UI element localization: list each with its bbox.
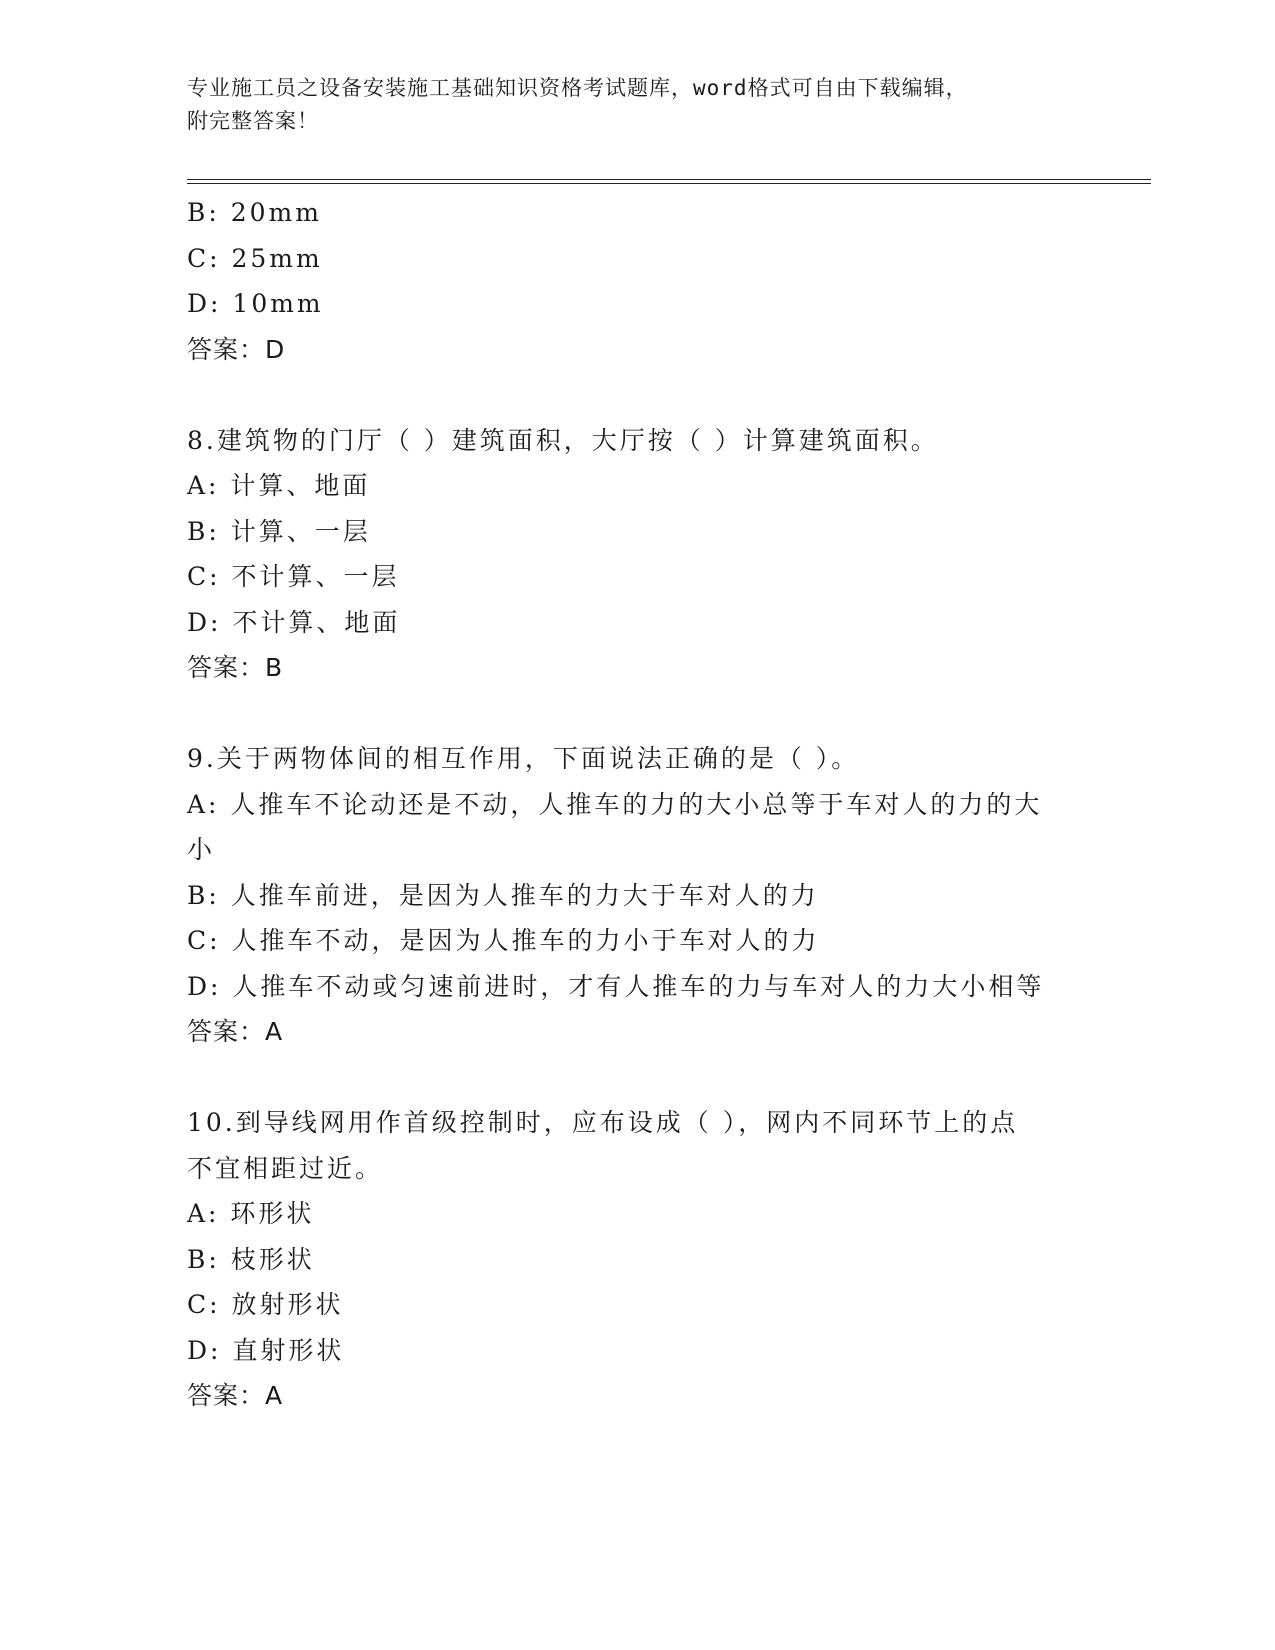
option-line: B: 枝形状 — [187, 1244, 315, 1274]
question-9 — [187, 736, 1087, 1055]
option-line: 小 — [187, 835, 216, 864]
question-stem: 10.到导线网用作首级控制时，应布设成（ ），网内不同环节上的点 — [187, 1108, 1019, 1137]
answer-line: 答案：B — [187, 653, 284, 682]
option-line: C: 放射形状 — [187, 1290, 344, 1319]
question-stem: 9.关于两物体间的相互作用，下面说法正确的是（ ）。 — [187, 744, 860, 773]
question-content — [187, 190, 1087, 1419]
option-line: A: 人推车不论动还是不动，人推车的力的大小总等于车对人的力的大 — [187, 789, 1043, 819]
answer-line: 答案：A — [187, 1017, 284, 1046]
option-line: B: 计算、一层 — [187, 516, 371, 546]
question-stem: 8.建筑物的门厅（ ）建筑面积，大厅按（ ）计算建筑面积。 — [187, 425, 939, 455]
option-line: B: 20mm — [187, 198, 322, 227]
header-line-1: 专业施工员之设备安装施工基础知识资格考试题库，word格式可自由下载编辑， — [187, 76, 968, 100]
question-stem: 不宜相距过近。 — [187, 1153, 384, 1183]
option-line: C: 25mm — [187, 243, 323, 273]
answer-line: 答案：D — [187, 334, 286, 364]
option-line: C: 不计算、一层 — [187, 562, 400, 591]
document-header — [187, 72, 1087, 138]
option-line: D: 人推车不动或匀速前进时，才有人推车的力与车对人的力大小相等 — [187, 971, 1045, 1001]
option-line: B: 人推车前进，是因为人推车的力大于车对人的力 — [187, 880, 819, 910]
question-8 — [187, 418, 1087, 691]
option-line: D: 不计算、地面 — [187, 607, 401, 637]
carryover-question — [187, 190, 1087, 372]
option-line: C: 人推车不动，是因为人推车的力小于车对人的力 — [187, 926, 820, 955]
option-line: A: 环形状 — [187, 1199, 315, 1228]
answer-line: 答案：A — [187, 1381, 284, 1410]
spacer — [187, 1055, 1087, 1101]
header-divider-bottom — [187, 183, 1151, 184]
option-line: D: 10mm — [187, 289, 324, 318]
option-line: A: 计算、地面 — [187, 471, 371, 500]
header-line-2: 附完整答案！ — [187, 109, 319, 133]
spacer — [187, 691, 1087, 737]
option-line: D: 直射形状 — [187, 1335, 345, 1365]
question-10 — [187, 1100, 1087, 1419]
header-divider-top — [187, 179, 1151, 180]
spacer — [187, 372, 1087, 418]
